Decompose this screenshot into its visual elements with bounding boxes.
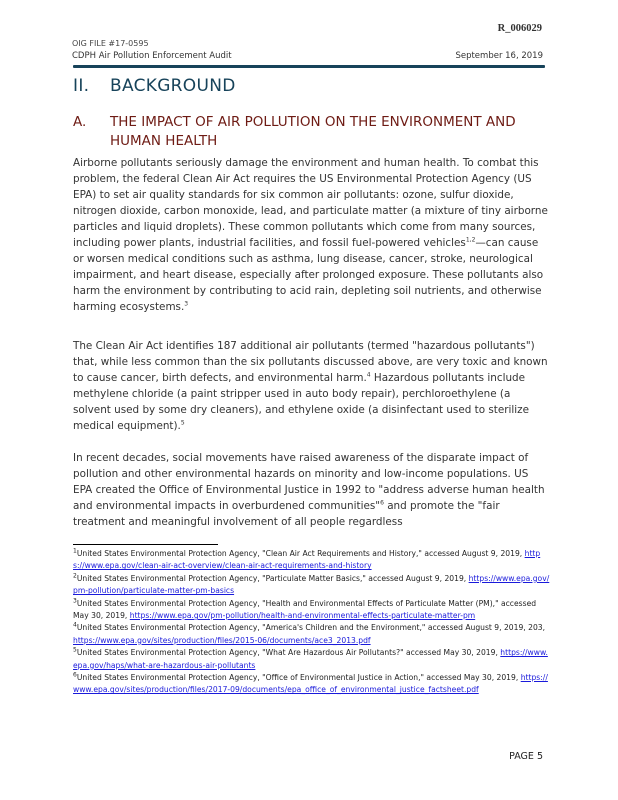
footnote-text: United States Environmental Protection Agency, "Particulate Matter Basics," accessed August 9, 2019, — [76, 573, 469, 583]
footnote — [73, 622, 551, 647]
paragraph-text: Airborne pollutants seriously damage the environment and human health. To combat this problem, the federal Clean Air Act requires the US Environmental Protection Agency (US EPA) to set air quality standards for six common air pollutants: ozone, sulfur dioxide, nitrogen dioxide, carbon monoxide, lead, and particulate matter (a mixture of tiny airborne particles and liquid droplets). These common pollutants which come from many sources, including power plants, industrial facilities, and fossil fuel-powered vehicles — [73, 157, 548, 249]
bates-number: R_006029 — [497, 23, 542, 34]
footnote-text: United States Environmental Protection Agency, "What Are Hazardous Air Pollutants?" accessed May 30, 2019, — [76, 648, 501, 658]
footnote — [73, 548, 551, 573]
footnote-number: 3 — [73, 597, 77, 605]
paragraph — [73, 450, 548, 530]
footnote — [73, 672, 551, 697]
report-title: CDPH Air Pollution Enforcement Audit — [72, 51, 232, 61]
paragraph-text: —can cause or worsen medical conditions such as asthma, lung disease, cancer, stroke, neurological impairment, and heart disease, especially after prolonged exposure. These pollutants also harm the environment by contributing to acid rain, depleting soil nutrients, and otherwise harming ecosystems. — [73, 237, 544, 313]
footnote-number: 2 — [73, 572, 77, 580]
footnote-number: 4 — [73, 621, 77, 629]
subsection-title: THE IMPACT OF AIR POLLUTION ON THE ENVIRONMENT AND HUMAN HEALTH — [110, 114, 516, 149]
section-title: BACKGROUND — [110, 76, 236, 96]
paragraph — [73, 338, 548, 434]
footnote — [73, 573, 551, 598]
footnote-ref[interactable]: 1,2 — [465, 236, 476, 244]
footnote-link[interactable]: https://www.epa.gov/haps/what-are-hazardous-air-pollutants — [73, 648, 548, 670]
footnote-link[interactable]: https://www.epa.gov/sites/production/files/2015-06/documents/ace3_2013.pdf — [73, 635, 371, 645]
section-heading — [73, 76, 236, 96]
subsection-number: A. — [73, 114, 87, 130]
footnote-number: 5 — [73, 646, 77, 654]
footnote-ref[interactable]: 5 — [180, 419, 185, 427]
footnote-ref[interactable]: 4 — [366, 371, 371, 379]
footnote-link[interactable]: https://www.epa.gov/clean-air-act-overview/clean-air-act-requirements-and-history — [73, 549, 541, 571]
footnote-divider — [73, 544, 218, 545]
section-number: II. — [73, 76, 90, 96]
footnote-number: 6 — [73, 671, 77, 679]
footnote-ref[interactable]: 3 — [184, 300, 189, 308]
paragraph — [73, 155, 548, 315]
footnote-number: 1 — [73, 547, 77, 555]
paragraph-text: Hazardous pollutants include methylene chloride (a paint stripper used in auto body repair), perchloroethylene (a solvent used by some dry cleaners), and ethylene oxide (a disinfectant used to sterilize medical equipment). — [73, 372, 530, 432]
footnote-ref[interactable]: 6 — [380, 499, 384, 507]
page-number: PAGE 5 — [509, 751, 543, 762]
footnote-link[interactable]: https://www.epa.gov/sites/production/files/2017-09/documents/epa_office_of_environmental_justice_factsheet.pdf — [73, 673, 548, 695]
paragraph-text: In recent decades, social movements have raised awareness of the disparate impact of pollution and other environmental hazards on minority and low-income populations. US EPA created the Office of Environmental Justice in 1992 to "address adverse human health and environmental impacts in overburdened communities" — [73, 452, 545, 512]
subsection-heading — [73, 113, 553, 151]
footnote-link[interactable]: https://www.epa.gov/pm-pollution/particulate-matter-pm-basics — [73, 573, 550, 596]
file-number: OIG FILE #17-0595 — [72, 39, 149, 48]
footnote-text: United States Environmental Protection Agency, "America's Children and the Environment," accessed August 9, 2019, 203, — [76, 623, 546, 633]
footnote-link[interactable]: https://www.epa.gov/pm-pollution/health-and-environmental-effects-particulate-matter-pm — [129, 611, 476, 621]
footnote-text: United States Environmental Protection Agency, "Office of Environmental Justice in Action," accessed May 30, 2019, — [76, 673, 521, 683]
report-date: September 16, 2019 — [455, 51, 543, 61]
footnote — [73, 598, 551, 623]
footnote-text: United States Environmental Protection Agency, "Health and Environmental Effects of Particulate Matter (PM)," accessed May 30, 2019, — [73, 598, 537, 621]
header-divider — [73, 65, 545, 68]
paragraph-text: The Clean Air Act identifies 187 additional air pollutants (termed "hazardous pollutants") that, while less common than the six pollutants discussed above, are very toxic and known to cause cancer, birth defects, and environmental harm. — [73, 340, 548, 384]
paragraph-text: and promote the "fair treatment and meaningful involvement of all people regardless — [73, 500, 500, 528]
footnote — [73, 647, 551, 672]
footnotes — [73, 548, 551, 697]
footnote-text: United States Environmental Protection Agency, "Clean Air Act Requirements and History," accessed August 9, 2019, — [76, 549, 525, 558]
